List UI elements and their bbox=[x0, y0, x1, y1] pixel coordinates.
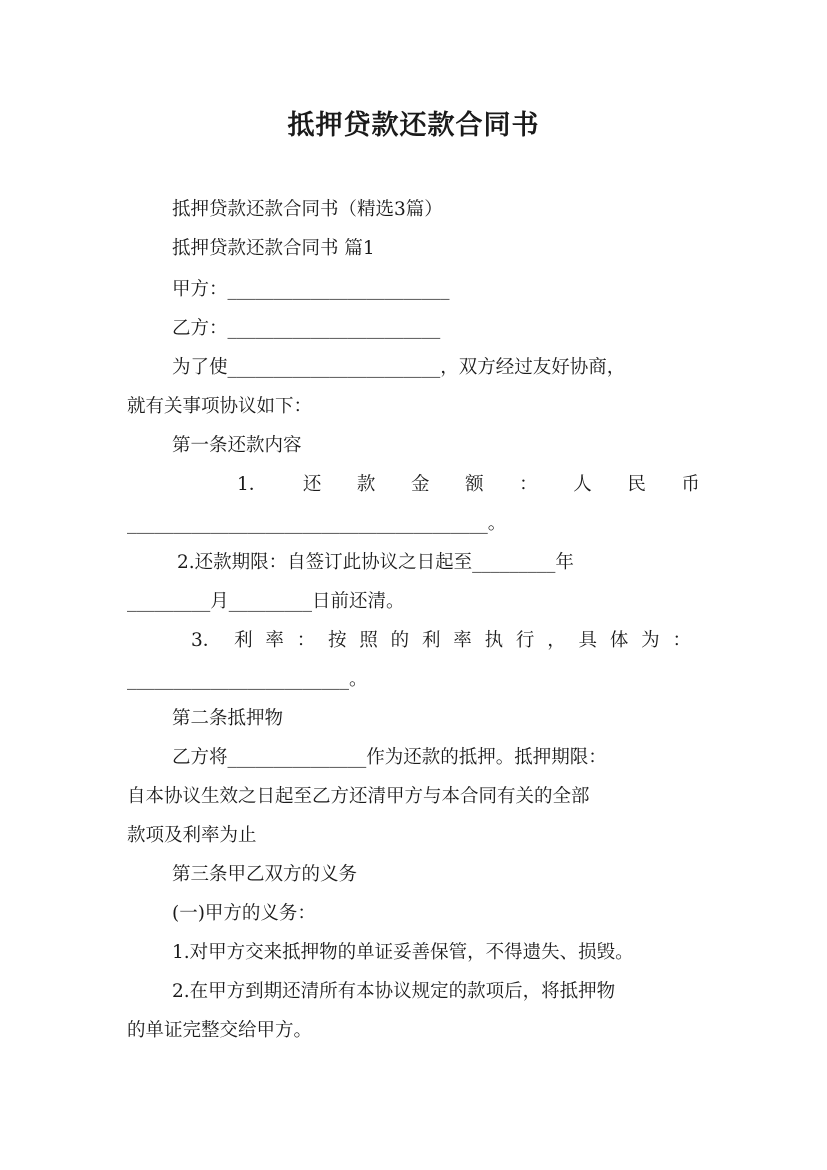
text-seg: 1． bbox=[237, 474, 268, 495]
paragraph-line: 乙方将_______________作为还款的抵押。抵押期限： bbox=[172, 747, 607, 768]
text-seg: 人 bbox=[573, 474, 592, 495]
text-seg: 率 bbox=[453, 630, 472, 651]
text-seg: ， bbox=[547, 630, 566, 651]
paragraph-line: _________月_________日前还清。 bbox=[127, 591, 405, 612]
paragraph-line: 就有关事项协议如下： bbox=[127, 396, 313, 417]
article-heading: 第二条抵押物 bbox=[172, 708, 284, 729]
text-seg: 体 bbox=[609, 630, 629, 651]
text-seg: 为 bbox=[641, 630, 660, 651]
text-seg: 利 bbox=[421, 630, 441, 651]
paragraph-line: 1.对甲方交来抵押物的单证妥善保管，不得遗失、损毁。 bbox=[172, 942, 634, 963]
text-seg: 3． bbox=[191, 630, 222, 651]
document-title: 抵押贷款还款合同书 bbox=[287, 110, 540, 141]
paragraph-line-justified bbox=[237, 472, 700, 498]
article-heading: 第一条还款内容 bbox=[172, 435, 302, 456]
text-seg: 执 bbox=[484, 630, 504, 651]
text-seg: 行 bbox=[515, 630, 535, 651]
text-seg: ： bbox=[519, 474, 538, 495]
text-seg: 额 bbox=[465, 474, 484, 495]
text-seg: 民 bbox=[627, 474, 646, 495]
paragraph-line: 的单证完整交给甲方。 bbox=[127, 1020, 313, 1041]
text-seg: 具 bbox=[578, 630, 598, 651]
paragraph-line: 为了使_______________________，双方经过友好协商， bbox=[172, 357, 626, 378]
text-seg: 币 bbox=[681, 474, 700, 495]
article-heading: 第三条甲乙双方的义务 bbox=[172, 864, 358, 885]
text-seg: ： bbox=[672, 630, 691, 651]
text-seg: 按 bbox=[328, 630, 347, 651]
text-seg: 款 bbox=[356, 474, 376, 495]
paragraph-line: 2.在甲方到期还清所有本协议规定的款项后，将抵押物 bbox=[172, 981, 616, 1002]
text-seg: 照 bbox=[359, 630, 378, 651]
paragraph-line: 款项及利率为止 bbox=[127, 825, 257, 846]
text-seg: 利 bbox=[234, 630, 253, 651]
party-a-line: 甲方：________________________ bbox=[172, 279, 450, 300]
paragraph-line-justified bbox=[191, 628, 691, 654]
party-b-line: 乙方：_______________________ bbox=[172, 318, 441, 339]
text-seg: 还 bbox=[302, 474, 322, 495]
text-seg: 的 bbox=[390, 630, 410, 651]
subtitle-line: 抵押贷款还款合同书（精选3篇） bbox=[172, 199, 443, 220]
text-seg: 金 bbox=[411, 474, 430, 495]
text-seg: ： bbox=[296, 630, 316, 651]
paragraph-line: 自本协议生效之日起至乙方还清甲方与本合同有关的全部 bbox=[127, 786, 590, 807]
section-heading-1: 抵押贷款还款合同书 篇1 bbox=[172, 238, 375, 259]
text-seg: 率 bbox=[265, 630, 284, 651]
blank-line: ________________________。 bbox=[127, 669, 368, 690]
paragraph-line: 2.还款期限：自签订此协议之日起至_________年 bbox=[177, 552, 574, 573]
blank-line: _______________________________________。 bbox=[127, 513, 507, 534]
sub-heading: (一)甲方的义务： bbox=[172, 903, 316, 924]
